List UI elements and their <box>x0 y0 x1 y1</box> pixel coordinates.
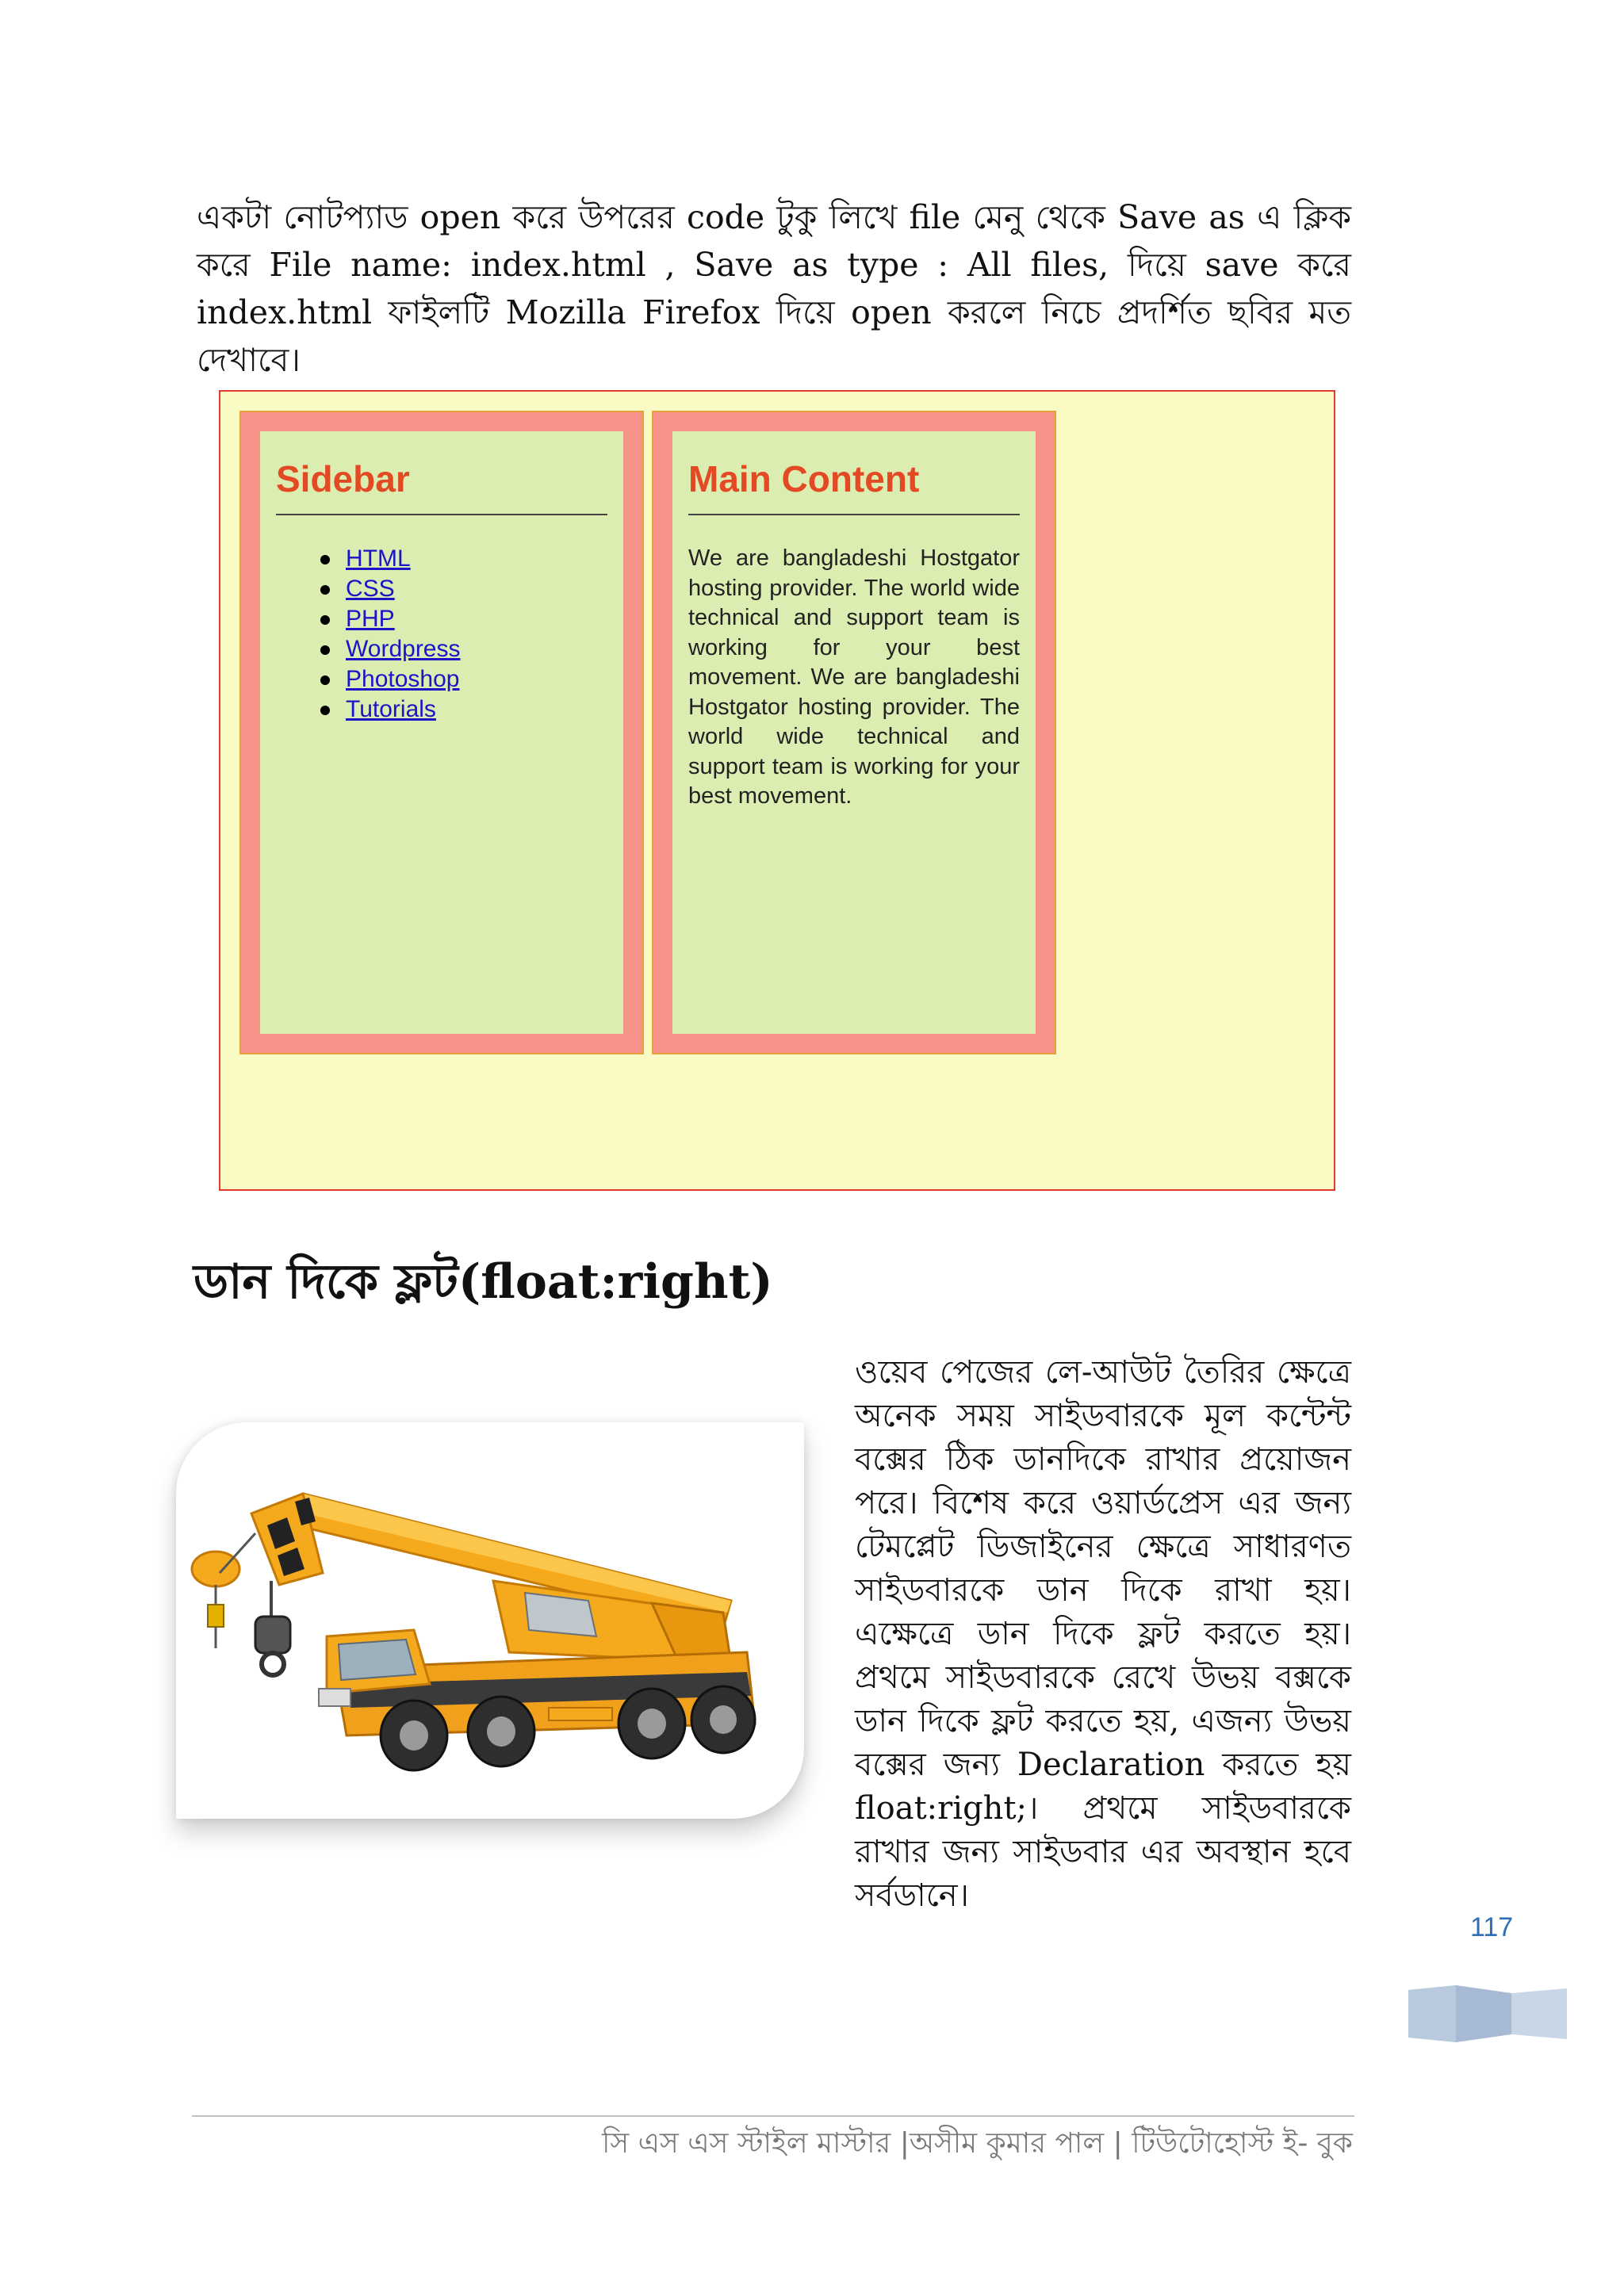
crane-icon <box>176 1422 804 1819</box>
page-number: 117 <box>1470 1912 1514 1942</box>
list-item <box>346 695 607 725</box>
demo-main-text: We are bangladeshi Hostgator hosting provider. The world wide technical and support team is working for your best movement. We are bangladeshi Hostgator hosting provider. The world wide technical and support team is working for your best movement. <box>688 545 1020 809</box>
link-photoshop[interactable]: Photoshop <box>346 666 460 692</box>
demo-sidebar-box <box>239 411 644 1054</box>
demo-main-box <box>652 411 1056 1054</box>
link-css[interactable]: CSS <box>346 576 395 602</box>
list-item <box>346 574 607 604</box>
right-text: ওয়েব পেজের লে-আউট তৈরির ক্ষেত্রে অনেক সময় সাইডবারকে মূল কন্টেন্ট বক্সের ঠিক ডানদিকে রাখার প্রয়োজন পরে। বিশেষ করে ওয়ার্ডপ্রেস এর জন্য টেমপ্লেট ডিজাইনের ক্ষেত্রে সাধারণত সাইডবারকে ডান দিকে রাখা হয়। এক্ষেত্রে ডান দিকে ফ্লট করতে হয়। প্রথমে সাইডবারকে রেখে উভয় বক্সকে ডান দিকে ফ্লট করতে হয়, এজন্য উভয় বক্সের জন্য Declaration করতে হয় float:right;। প্রথমে সাইডবারকে রাখার জন্য সাইডবার এর অবস্থান হবে সর্বডানে। <box>855 1354 1351 1914</box>
link-wordpress[interactable]: Wordpress <box>346 636 461 662</box>
footer-publisher: | টিউটোহোস্ট ই- বুক <box>1113 2127 1353 2160</box>
footer-book-title: সি এস এস স্টাইল মাস্টার <box>602 2127 891 2160</box>
page-ribbon-icon <box>1408 1982 1567 2045</box>
demo-main-heading: Main Content <box>688 431 1020 515</box>
link-php[interactable]: PHP <box>346 606 395 632</box>
link-tutorials[interactable]: Tutorials <box>346 696 436 722</box>
intro-paragraph <box>197 193 1351 384</box>
demo-sidebar-heading: Sidebar <box>276 431 607 515</box>
demo-main-inner <box>672 431 1036 1034</box>
intro-text: একটা নোটপ্যাড open করে উপরের code টুকু লিখে file মেনু থেকে Save as এ ক্লিক করে File name: index.html , Save as type : All files, দিয়ে save করে index.html ফাইলটি Mozilla Firefox দিয়ে open করলে নিচে প্রদর্শিত ছবির মত দেখাবে। <box>197 198 1351 379</box>
list-item <box>346 604 607 634</box>
demo-sidebar-links <box>276 544 607 725</box>
footer <box>192 2122 1353 2166</box>
list-item <box>346 664 607 695</box>
demo-sidebar-inner <box>260 431 623 1034</box>
footer-divider <box>192 2115 1354 2117</box>
section-heading: ডান দিকে ফ্লট(float:right) <box>193 1254 773 1310</box>
right-paragraph <box>855 1351 1351 1918</box>
link-html[interactable]: HTML <box>346 545 411 572</box>
footer-author: |অসীম কুমার পাল <box>899 2127 1105 2160</box>
list-item <box>346 544 607 574</box>
crane-image <box>176 1422 804 1819</box>
list-item <box>346 634 607 664</box>
browser-demo-screenshot <box>219 390 1335 1191</box>
